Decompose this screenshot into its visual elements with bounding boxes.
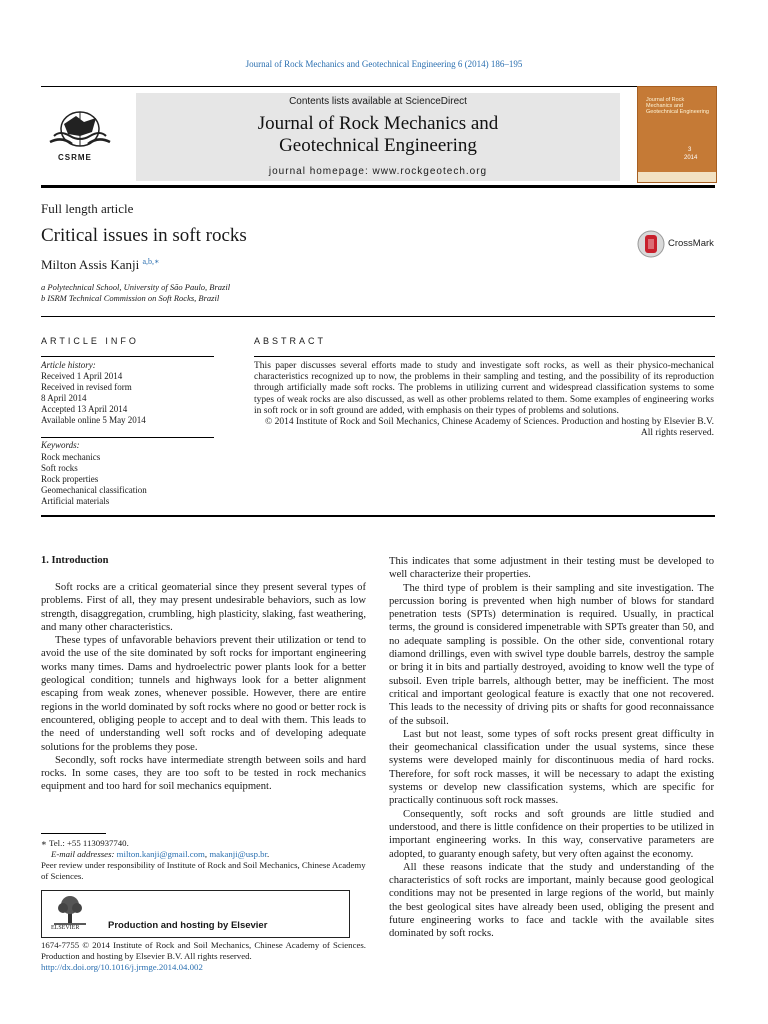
society-label: CSRME <box>58 153 92 162</box>
body-paragraph: Secondly, soft rocks have intermediate strength between soils and hard rocks. In some cases, they are too soft to be tested in rock mechanics equipment and too hard for soil mechanics equipment. <box>41 754 366 793</box>
journal-cover <box>637 86 717 183</box>
crossmark-button[interactable] <box>637 229 717 259</box>
body-paragraph: The third type of problem is their sampling and site investigation. The percussion boring is prevented when high number of blows for standard penetration tests (SPTs) determination is required. Usually, in practical terms, the ground is considered impenetrable with SPTs greater than 50, and no adequate sampling is possible. On the other side, conventional rotary diamond drillings, even with swivel type double barrels, destroy the sample or bring it in bits and partially destroyed, avoiding to know well the type of subsoil. Even triple barrels, although better, may be inefficient. The most critical and important geological feature is exactly that one not recovered. This leads to the necessity of driving pits or shafts for good reconnaissance of the subsoil. <box>389 582 714 727</box>
right-column <box>389 555 714 941</box>
history-revised-date: 8 April 2014 <box>41 393 87 403</box>
keyword-item: Soft rocks <box>41 463 78 473</box>
footnote-peer-review: Peer review under responsibility of Institute of Rock and Soil Mechanics, Chinese Academy of Sciences. <box>41 860 366 881</box>
cover-title: Journal of Rock Mechanics and Geotechnical Engineering <box>646 97 709 115</box>
cover-issue: 3 <box>688 147 692 153</box>
article-info-heading: ARTICLE INFO <box>41 336 139 346</box>
banner-divider <box>41 185 715 188</box>
elsevier-wordmark: ELSEVIER <box>51 925 80 931</box>
article-title: Critical issues in soft rocks <box>41 225 247 246</box>
body-paragraph: This indicates that some adjustment in their testing must be developed to well characterize their properties. <box>389 556 714 581</box>
keywords-label: Keywords: <box>41 440 80 450</box>
journal-title <box>136 113 620 157</box>
cover-year: 2014 <box>684 155 698 161</box>
email-separator: , <box>204 849 208 859</box>
footnote-tel: ∗ Tel.: +55 1130937740. <box>41 838 129 848</box>
crossmark-icon <box>637 229 665 259</box>
article-info-divider <box>41 356 214 357</box>
doi-link[interactable]: http://dx.doi.org/10.1016/j.jrmge.2014.04.002 <box>41 962 203 972</box>
section-heading: 1. Introduction <box>41 555 109 566</box>
keyword-item: Rock properties <box>41 474 99 484</box>
footnote-divider <box>41 833 106 834</box>
journal-citation[interactable]: Journal of Rock Mechanics and Geotechnical Engineering 6 (2014) 186–195 <box>245 59 523 69</box>
journal-title-line2: Geotechnical Engineering <box>279 135 477 156</box>
keywords-divider <box>41 437 214 438</box>
keyword-item: Geomechanical classification <box>41 485 147 495</box>
article-type: Full length article <box>41 201 134 216</box>
abstract-divider <box>254 356 715 357</box>
elsevier-logo <box>50 895 90 933</box>
abstract-text: This paper discusses several efforts made to study and investigate soft rocks, as well as their physico-mechanical characteristics recognized up to now, the problems in their sampling and testing, and the possibility of its reproduction through artificially made soft rocks. The problems in utilizing current and widespread classification systems to some types of weak rocks are also discussed, as well as other problems related to them. Some examples of engineering works in soft rock or in soft ground are added, with emphasis on their types of problems and solutions. <box>254 361 714 416</box>
abstract-body <box>254 361 714 439</box>
keyword-item: Artificial materials <box>41 496 110 506</box>
sciencedirect-line: Contents lists available at ScienceDirect <box>289 96 467 107</box>
history-revised: Received in revised form <box>41 382 132 392</box>
footnote-email <box>51 849 269 860</box>
history-received: Received 1 April 2014 <box>41 371 123 381</box>
header-bottom-divider <box>41 316 715 317</box>
body-paragraph: Consequently, soft rocks and soft grounds are little studied and understood, and there is little confidence on their properties to be utilized in important engineering works. In this way, conservative parameters are adopted, to guaranty enough safety, but very often against the economy. <box>389 808 714 860</box>
society-logo <box>40 106 120 166</box>
body-top-divider <box>41 515 715 517</box>
left-column <box>41 581 366 794</box>
author-name: Milton Assis Kanji <box>41 257 140 272</box>
journal-homepage[interactable]: journal homepage: www.rockgeotech.org <box>268 166 488 177</box>
body-paragraph: Last but not least, some types of soft rocks present great difficulty in their geomechanical classification under the usual systems, since these systems were developed mainly for discontinuous media of hard rocks. Therefore, for soft rock masses, it will be necessary to adapt the existing systems or develop new classification systems, which are specific for practically continuous soft rock masses. <box>389 728 714 807</box>
journal-banner <box>136 93 620 181</box>
history-online: Available online 5 May 2014 <box>41 415 146 425</box>
abstract-copyright: © 2014 Institute of Rock and Soil Mechanics, Chinese Academy of Sciences. Production and hosting by Elsevier B.V. All rights reserved. <box>265 417 714 439</box>
elsevier-tree-icon <box>50 895 90 925</box>
email-link[interactable]: makanji@usp.br <box>209 849 268 859</box>
journal-title-line1: Journal of Rock Mechanics and <box>257 113 499 134</box>
body-paragraph: All these reasons indicate that the study and understanding of the characteristics of soft rocks are important, mainly because good geological conditions may not be presented in large regions of the world, but mainly the best geological sites have already been used, obliging the present and future engineering works to face and tackle with the available sites dominated by soft rocks. <box>389 861 714 940</box>
body-paragraph: Soft rocks are a critical geomaterial since they present several types of problems. First of all, they may present undesirable behaviors, such as low strength, disaggregation, crumbling, high plasticity, slaking, fast weathering, and many other characteristics. <box>41 582 366 633</box>
email-link[interactable]: milton.kanji@gmail.com <box>116 849 205 859</box>
cover-footer-strip <box>638 172 716 182</box>
keyword-item: Rock mechanics <box>41 452 101 462</box>
body-paragraph: These types of unfavorable behaviors prevent their utilization or tend to avoid the use of the site dominated by soft rocks for important engineering works many times. Dams and hydroelectric power plants look for a better geological condition; tunnels and highways look for a better alignment escaping from weak zones, whenever possible. However, there are entire regions in the world dominated by soft rocks where no good or better rock is encountered, obliging people to accept and to deal with them. This leads to the need of understanding well soft rocks and of developing adequate solutions for the problems they pose. <box>41 635 366 753</box>
elsevier-hosting-label: Production and hosting by Elsevier <box>108 920 268 931</box>
elsevier-hosting-box <box>41 890 350 938</box>
abstract-heading: ABSTRACT <box>254 336 327 346</box>
crossmark-label: CrossMark <box>668 238 714 249</box>
history-label: Article history: <box>41 360 96 370</box>
issn-line: 1674-7755 © 2014 Institute of Rock and Soil Mechanics, Chinese Academy of Sciences. Production and hosting by Elsevier B.V. All rights reserved. <box>41 940 366 961</box>
author-affiliation-marks[interactable]: a,b,∗ <box>142 257 160 266</box>
header-divider <box>41 86 715 87</box>
history-accepted: Accepted 13 April 2014 <box>41 404 128 414</box>
email-end: . <box>267 849 270 859</box>
affiliation-a: a Polytechnical School, University of São Paulo, Brazil <box>41 282 231 292</box>
affiliation-b: b ISRM Technical Commission on Soft Rocks, Brazil <box>41 293 220 303</box>
email-label: E-mail addresses: <box>51 849 115 859</box>
author-line <box>41 257 160 273</box>
